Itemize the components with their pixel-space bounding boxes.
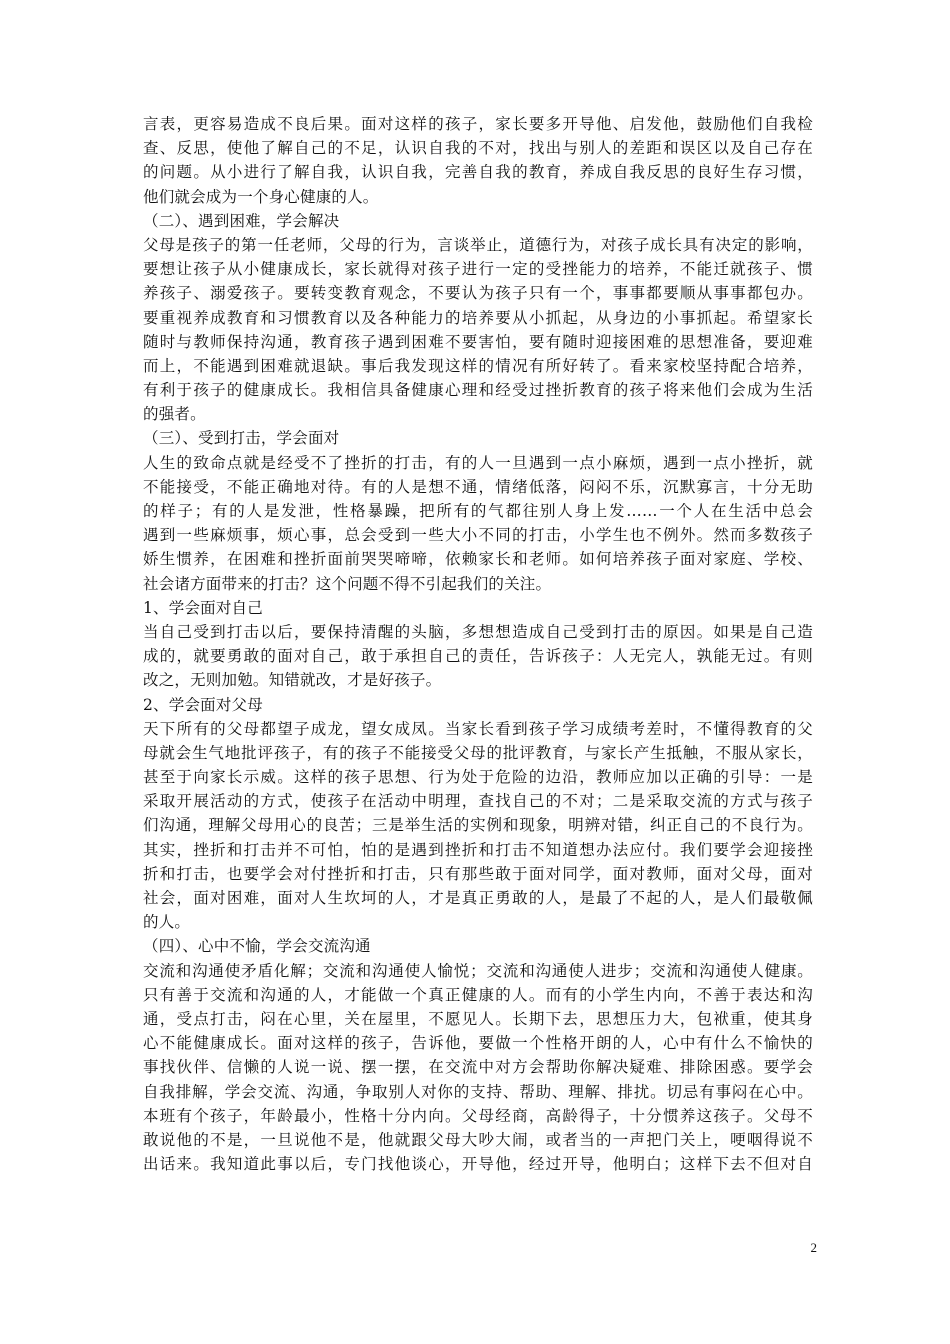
- text-line: 的样子；有的人是发泄，性格暴躁，把所有的气都往别人身上发……一个人在生活中总会: [143, 502, 813, 520]
- page-number: 2: [810, 1240, 817, 1255]
- text-line: 通，受点打击，闷在心里，关在屋里，不愿见人。长期下去，思想压力大，包袱重，使其身: [143, 1009, 813, 1028]
- text-line: 的人。: [143, 913, 191, 932]
- text-line: 查、反思，使他了解自己的不足，认识自我的不对，找出与别人的差距和误区以及自己存在: [143, 139, 813, 158]
- text-line: 父母是孩子的第一任老师，父母的行为，言谈举止，道德行为，对孩子成长具有决定的影响，: [143, 235, 813, 254]
- text-line: 的问题。从小进行了解自我，认识自我，完善自我的教育，养成自我反思的良好生存习惯，: [143, 163, 813, 182]
- text-line: 其实，挫折和打击并不可怕，怕的是遇到挫折和打击不知道想办法应付。我们要学会迎接挫: [143, 840, 813, 859]
- text-line: 采取开展活动的方式，使孩子在活动中明理，查找自己的不对；二是采取交流的方式与孩子: [143, 792, 813, 811]
- text-line: 出话来。我知道此事以后，专门找他谈心，开导他，经过开导，他明白；这样下去不但对自: [143, 1155, 813, 1174]
- text-line: 娇生惯养，在困难和挫折面前哭哭啼啼，依赖家长和老师。如何培养孩子面对家庭、学校、: [143, 550, 813, 569]
- text-line: 成的，就要勇敢的面对自己，敢于承担自己的责任，告诉孩子：人无完人，孰能无过。有则: [143, 647, 813, 666]
- text-line: 有利于孩子的健康成长。我相信具备健康心理和经受过挫折教育的孩子将来他们会成为生活: [143, 381, 813, 400]
- text-line: 们沟通，理解父母用心的良苦；三是举生活的实例和现象，明辨对错，纠正自己的不良行为。: [143, 816, 813, 835]
- text-line: 天下所有的父母都望子成龙，望女成凤。当家长看到孩子学习成绩考差时，不懂得教育的父: [143, 719, 813, 738]
- text-line: 敢说他的不是，一旦说他不是，他就跟父母大吵大闹，或者当的一声把门关上，哽咽得说不: [143, 1130, 813, 1149]
- section-heading: （三）、受到打击，学会面对: [143, 429, 340, 448]
- text-line: 而上，不能遇到困难就退缺。事后我发现这样的情况有所好转了。看来家校坚持配合培养，: [143, 356, 813, 375]
- text-line: 他们就会成为一个身心健康的人。: [143, 187, 379, 206]
- text-line: 本班有个孩子，年龄最小，性格十分内向。父母经商，高龄得子，十分惯养这孩子。父母不: [143, 1106, 813, 1125]
- text-line: 当自己受到打击以后，要保持清醒的头脑，多想想造成自己受到打击的原因。如果是自己造: [143, 622, 813, 641]
- section-heading: 1、学会面对自己: [143, 598, 263, 617]
- text-line: 母就会生气地批评孩子，有的孩子不能接受父母的批评教育，与家长产生抵触，不服从家长，: [143, 743, 813, 762]
- text-line: 言表，更容易造成不良后果。面对这样的孩子，家长要多开导他、启发他，鼓励他们自我检: [143, 115, 813, 133]
- text-line: 的强者。: [143, 405, 206, 424]
- body-text: [143, 112, 813, 1176]
- text-line: 社会，面对困难，面对人生坎坷的人，才是真正勇敢的人，是最了不起的人，是人们最敬佩: [143, 889, 813, 907]
- section-heading: 2、学会面对父母: [143, 695, 263, 714]
- text-line: 折和打击，也要学会对付挫折和打击，只有那些敢于面对同学，面对教师，面对父母，面对: [143, 864, 813, 883]
- text-line: 事找伙伴、信懒的人说一说、摆一摆，在交流中对方会帮助你解决疑难、排除困惑。要学会: [143, 1058, 813, 1077]
- section-heading: （四）、心中不愉，学会交流沟通: [143, 937, 371, 956]
- text-line: 改之，无则加勉。知错就改，才是好孩子。: [143, 671, 442, 690]
- text-line: 社会诸方面带来的打击？这个问题不得不引起我们的关注。: [143, 574, 552, 593]
- text-line: 随时与教师保持沟通，教育孩子遇到困难不要害怕，要有随时迎接困难的思想准备，要迎难: [143, 332, 813, 351]
- text-line: 要想让孩子从小健康成长，家长就得对孩子进行一定的受挫能力的培养，不能迁就孩子、惯: [143, 260, 813, 279]
- text-line: 自我排解，学会交流、沟通，争取别人对你的支持、帮助、理解、排扰。切忌有事闷在心中。: [143, 1082, 813, 1101]
- text-line: 甚至于向家长示威。这样的孩子思想、行为处于危险的边沿，教师应加以正确的引导：一是: [143, 768, 813, 787]
- section-heading: （二）、遇到困难，学会解决: [143, 211, 340, 230]
- text-line: 养孩子、溺爱孩子。要转变教育观念，不要认为孩子只有一个，事事都要顺从事事都包办。: [143, 284, 813, 303]
- text-line: 遇到一些麻烦事，烦心事，总会受到一些大小不同的打击，小学生也不例外。然而多数孩子: [143, 526, 813, 545]
- text-line: 只有善于交流和沟通的人，才能做一个真正健康的人。而有的小学生内向，不善于表达和沟: [143, 985, 813, 1004]
- text-line: 交流和沟通使矛盾化解；交流和沟通使人愉悦；交流和沟通使人进步；交流和沟通使人健康。: [143, 961, 813, 980]
- text-line: 人生的致命点就是经受不了挫折的打击，有的人一旦遇到一点小麻烦，遇到一点小挫折，就: [143, 453, 813, 472]
- text-line: 要重视养成教育和习惯教育以及各种能力的培养要从小抓起，从身边的小事抓起。希望家长: [143, 308, 813, 327]
- text-line: 心不能健康成长。面对这样的孩子，告诉他，要做一个性格开朗的人，心中有什么不愉快的: [143, 1034, 813, 1053]
- text-line: 不能接受，不能正确地对待。有的人是想不通，情绪低落，闷闷不乐，沉默寡言，十分无助: [143, 477, 813, 496]
